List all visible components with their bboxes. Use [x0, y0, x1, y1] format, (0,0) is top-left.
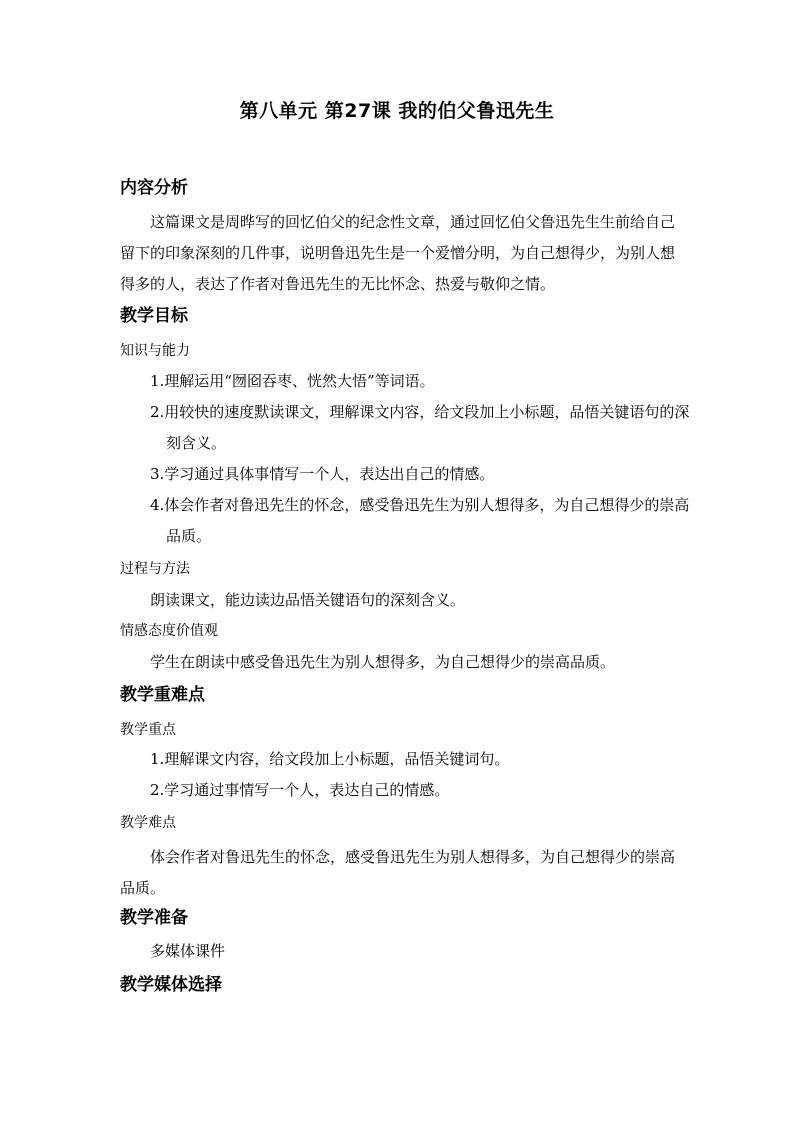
subheading-knowledge: 知识与能力 [120, 343, 190, 359]
heading-key-points: 教学重难点 [120, 685, 205, 705]
difficulty-paragraph: 体会作者对鲁迅先生的怀念，感受鲁迅先生为别人想得多，为自己想得少的崇高品质。 [120, 848, 676, 897]
heading-media: 教学媒体选择 [120, 975, 222, 995]
content-analysis-paragraph: 这篇课文是周晔写的回忆伯父的纪念性文章，通过回忆伯父鲁迅先生生前给自己留下的印象深刻的几件事，说明鲁迅先生是一个爱憎分明，为自己想得少，为别人想得多的人，表达了作者对鲁迅先生的无比怀念、热爱与敬仰之情。 [120, 213, 676, 293]
emotion-text: 学生在朗读中感受鲁迅先生为别人想得多，为自己想得少的崇高品质。 [150, 653, 616, 671]
subheading-process: 过程与方法 [120, 561, 190, 577]
knowledge-item-4: 4.体会作者对鲁迅先生的怀念，感受鲁迅先生为别人想得多，为自己想得少的崇高品质。 [150, 496, 690, 545]
subheading-difficulty: 教学难点 [120, 815, 176, 831]
focus-item-2: 2.学习通过事情写一个人，表达自己的情感。 [150, 781, 450, 799]
heading-preparation: 教学准备 [120, 908, 188, 928]
process-text: 朗读课文，能边读边品悟关键语句的深刻含义。 [150, 591, 466, 609]
knowledge-item-2: 2.用较快的速度默读课文，理解课文内容，给文段加上小标题，品悟关键语句的深刻含义。 [150, 403, 690, 452]
focus-item-1: 1.理解课文内容，给文段加上小标题，品悟关键词句。 [150, 750, 510, 768]
knowledge-item-1: 1.理解运用“囫囵吞枣、恍然大悟”等词语。 [150, 372, 435, 390]
knowledge-item-3: 3.学习通过具体事情写一个人，表达出自己的情感。 [150, 465, 495, 483]
heading-teaching-goals: 教学目标 [120, 306, 188, 326]
document-title: 第八单元 第27课 我的伯父鲁迅先生 [239, 100, 555, 122]
subheading-focus: 教学重点 [120, 722, 176, 738]
subheading-emotion: 情感态度价值观 [120, 623, 218, 639]
preparation-text: 多媒体课件 [150, 942, 226, 960]
heading-content-analysis: 内容分析 [120, 178, 188, 198]
